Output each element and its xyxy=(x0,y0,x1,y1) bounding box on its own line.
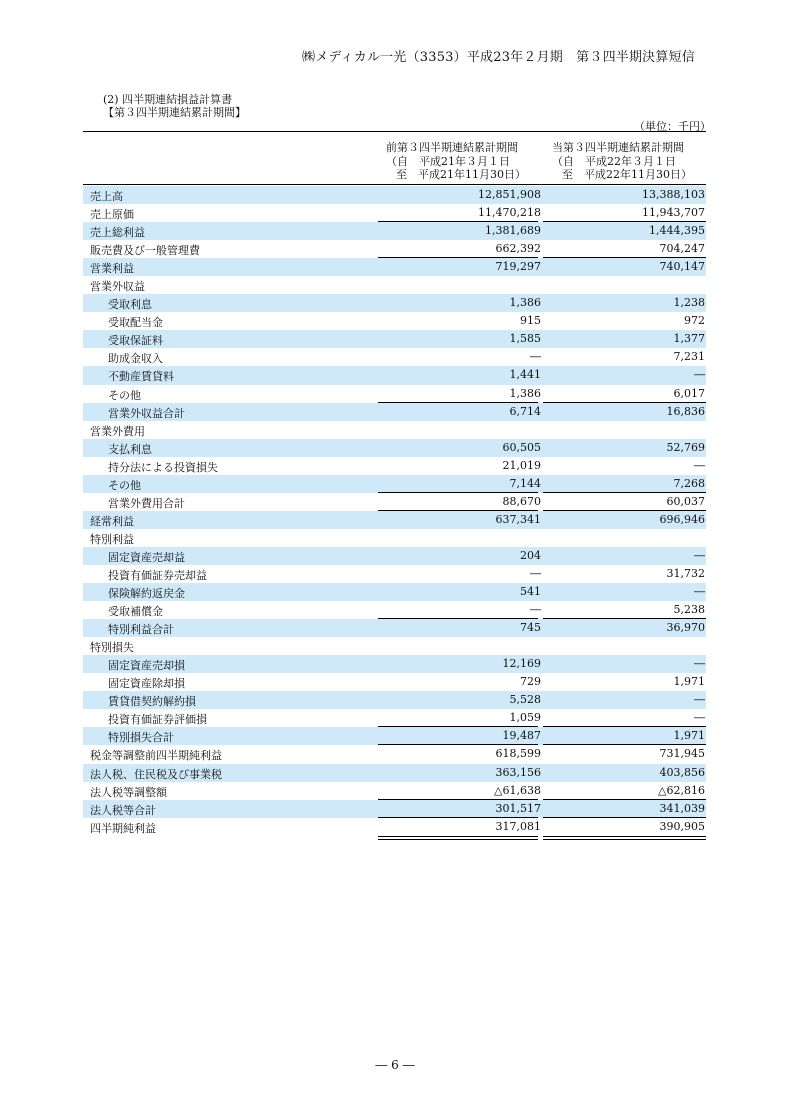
table-row xyxy=(83,727,706,745)
row-label: 特別損失 xyxy=(90,641,134,655)
row-label: 固定資産売却損 xyxy=(108,659,185,673)
row-value-curr: 1,238 xyxy=(673,296,705,310)
table-row xyxy=(83,800,706,818)
table-top-rule xyxy=(83,131,706,132)
row-value-curr: 7,231 xyxy=(673,350,705,364)
unit-label: （単位：千円） xyxy=(634,120,711,133)
row-label: 受取利息 xyxy=(108,298,152,312)
row-value-curr: ― xyxy=(694,693,705,707)
row-value-curr: 341,039 xyxy=(659,801,705,815)
table-row xyxy=(83,294,706,312)
row-value-prev: 637,341 xyxy=(495,512,541,526)
row-label: 固定資産除却損 xyxy=(108,677,185,691)
row-label: 営業外費用合計 xyxy=(108,496,185,510)
row-label: 保険解約返戻金 xyxy=(108,587,185,601)
table-row xyxy=(83,366,706,384)
income-statement-table xyxy=(83,186,706,836)
row-value-prev: 662,392 xyxy=(495,242,541,256)
row-value-curr: 740,147 xyxy=(659,260,705,274)
row-label: 投資有価証券評価損 xyxy=(108,713,207,727)
row-value-curr: 16,836 xyxy=(666,404,705,418)
row-label: 法人税等合計 xyxy=(90,803,156,817)
column-header-prev-line3: 至 平成21年11月30日） xyxy=(396,168,526,181)
row-value-curr: △62,816 xyxy=(658,783,705,797)
table-row xyxy=(83,457,706,475)
row-label: 賃貸借契約解約損 xyxy=(108,695,196,709)
section-title: (2) 四半期連結損益計算書 xyxy=(103,93,233,106)
row-value-prev: 1,059 xyxy=(509,711,541,725)
row-label: 販売費及び一般管理費 xyxy=(90,244,200,258)
row-value-curr: ― xyxy=(694,548,705,562)
row-label: 投資有価証券売却益 xyxy=(108,568,207,582)
table-row xyxy=(83,673,706,691)
row-label: 特別利益合計 xyxy=(108,623,174,637)
table-row xyxy=(83,312,706,330)
row-value-prev: 1,386 xyxy=(509,296,541,310)
table-row xyxy=(83,709,706,727)
row-value-prev: 1,386 xyxy=(509,386,541,400)
table-row xyxy=(83,511,706,529)
row-label: 不動産賃貸料 xyxy=(108,370,174,384)
row-label: 受取保証料 xyxy=(108,334,163,348)
row-label: 営業外収益合計 xyxy=(108,406,185,420)
column-header-curr xyxy=(552,141,712,182)
row-label: 売上総利益 xyxy=(90,226,145,240)
column-header-curr-line3: 至 平成22年11月30日） xyxy=(562,168,692,181)
row-value-prev: 204 xyxy=(520,548,541,562)
table-row xyxy=(83,276,706,294)
row-value-curr: ― xyxy=(694,657,705,671)
row-value-prev: 88,670 xyxy=(502,494,541,508)
double-underline-rule xyxy=(543,839,706,840)
table-row xyxy=(83,330,706,348)
row-value-curr: 31,732 xyxy=(666,566,705,580)
table-row xyxy=(83,565,706,583)
row-label: 特別利益 xyxy=(90,532,134,546)
row-label: 法人税等調整額 xyxy=(90,785,167,799)
row-value-curr: 390,905 xyxy=(659,819,705,833)
row-value-prev: 12,169 xyxy=(502,657,541,671)
row-label: 特別損失合計 xyxy=(108,731,174,745)
row-value-curr: ― xyxy=(694,585,705,599)
row-value-prev: ― xyxy=(530,350,541,364)
row-value-curr: 5,238 xyxy=(673,603,705,617)
table-header-rule xyxy=(83,184,706,185)
table-row xyxy=(83,493,706,511)
table-row xyxy=(83,782,706,800)
table-row xyxy=(83,204,706,222)
row-label: その他 xyxy=(108,388,141,402)
table-row xyxy=(83,475,706,493)
row-value-prev: △61,638 xyxy=(494,783,541,797)
row-value-prev: ― xyxy=(530,603,541,617)
row-value-prev: 745 xyxy=(520,621,541,635)
row-value-curr: ― xyxy=(694,711,705,725)
table-row xyxy=(83,421,706,439)
table-row xyxy=(83,240,706,258)
row-value-curr: 1,444,395 xyxy=(649,224,705,238)
row-value-prev: 541 xyxy=(520,585,541,599)
row-value-curr: 7,268 xyxy=(673,476,705,490)
row-value-prev: 11,470,218 xyxy=(478,206,541,220)
row-label: 支払利息 xyxy=(108,442,152,456)
row-label: 税金等調整前四半期純利益 xyxy=(90,749,222,763)
row-value-prev: 719,297 xyxy=(495,260,541,274)
row-value-prev: 1,585 xyxy=(509,332,541,346)
underline-rule xyxy=(543,836,706,837)
row-label: 持分法による投資損失 xyxy=(108,460,218,474)
table-row xyxy=(83,186,706,204)
row-value-curr: 696,946 xyxy=(659,512,705,526)
table-row xyxy=(83,601,706,619)
document-header-title: ㈱メディカル一光（3353）平成23年２月期 第３四半期決算短信 xyxy=(302,50,695,65)
table-row xyxy=(83,258,706,276)
row-value-curr: 1,377 xyxy=(673,332,705,346)
row-value-curr: ― xyxy=(694,458,705,472)
row-value-prev: 317,081 xyxy=(495,819,541,833)
row-value-prev: 618,599 xyxy=(495,747,541,761)
row-value-prev: 21,019 xyxy=(502,458,541,472)
table-row xyxy=(83,619,706,637)
page-number: ― 6 ― xyxy=(375,1058,415,1072)
table-row xyxy=(83,583,706,601)
table-row xyxy=(83,529,706,547)
row-value-curr: 972 xyxy=(684,314,705,328)
row-value-prev: 7,144 xyxy=(509,476,541,490)
row-value-curr: 36,970 xyxy=(666,621,705,635)
double-underline-rule xyxy=(378,839,538,840)
row-value-prev: 1,381,689 xyxy=(485,224,541,238)
table-row xyxy=(83,439,706,457)
table-row xyxy=(83,745,706,763)
row-value-prev: 729 xyxy=(520,675,541,689)
row-label: 営業利益 xyxy=(90,262,134,276)
table-row xyxy=(83,764,706,782)
row-value-prev: 60,505 xyxy=(502,440,541,454)
row-value-curr: 6,017 xyxy=(673,386,705,400)
table-row xyxy=(83,818,706,836)
row-value-prev: 1,441 xyxy=(509,368,541,382)
row-value-curr: 11,943,707 xyxy=(642,206,705,220)
row-value-curr: 704,247 xyxy=(659,242,705,256)
section-subtitle: 【第３四半期連結累計期間】 xyxy=(103,106,246,119)
row-value-curr: 1,971 xyxy=(673,729,705,743)
table-row xyxy=(83,403,706,421)
row-label: 受取配当金 xyxy=(108,316,163,330)
row-label: その他 xyxy=(108,478,141,492)
row-label: 法人税、住民税及び事業税 xyxy=(90,767,222,781)
row-label: 四半期純利益 xyxy=(90,821,156,835)
table-row xyxy=(83,222,706,240)
row-label: 経常利益 xyxy=(90,514,134,528)
table-row xyxy=(83,348,706,366)
column-header-curr-line1: 当第３四半期連結累計期間 xyxy=(552,141,684,154)
row-label: 営業外収益 xyxy=(90,280,145,294)
row-value-prev: ― xyxy=(530,566,541,580)
table-row xyxy=(83,691,706,709)
row-value-curr: 403,856 xyxy=(659,765,705,779)
row-value-curr: 60,037 xyxy=(666,494,705,508)
row-value-prev: 363,156 xyxy=(495,765,541,779)
column-header-prev-line1: 前第３四半期連結累計期間 xyxy=(386,141,518,154)
column-header-prev xyxy=(386,141,546,182)
row-value-prev: 6,714 xyxy=(509,404,541,418)
table-row xyxy=(83,547,706,565)
row-label: 営業外費用 xyxy=(90,424,145,438)
row-value-curr: 1,971 xyxy=(673,675,705,689)
row-label: 受取補償金 xyxy=(108,605,163,619)
row-value-prev: 19,487 xyxy=(502,729,541,743)
table-row xyxy=(83,655,706,673)
column-header-prev-line2: （自 平成21年３月１日 xyxy=(386,154,510,168)
row-value-prev: 5,528 xyxy=(509,693,541,707)
row-label: 売上原価 xyxy=(90,208,134,222)
table-row xyxy=(83,385,706,403)
row-value-prev: 301,517 xyxy=(495,801,541,815)
row-value-prev: 915 xyxy=(520,314,541,328)
row-value-curr: ― xyxy=(694,368,705,382)
row-value-curr: 13,388,103 xyxy=(642,188,705,201)
column-header-curr-line2: （自 平成22年３月１日 xyxy=(552,154,676,168)
row-value-curr: 731,945 xyxy=(659,747,705,761)
row-label: 売上高 xyxy=(90,190,123,203)
row-value-curr: 52,769 xyxy=(666,440,705,454)
table-row xyxy=(83,637,706,655)
row-label: 固定資産売却益 xyxy=(108,550,185,564)
row-label: 助成金収入 xyxy=(108,352,163,366)
underline-rule xyxy=(378,836,538,837)
row-value-prev: 12,851,908 xyxy=(478,188,541,201)
